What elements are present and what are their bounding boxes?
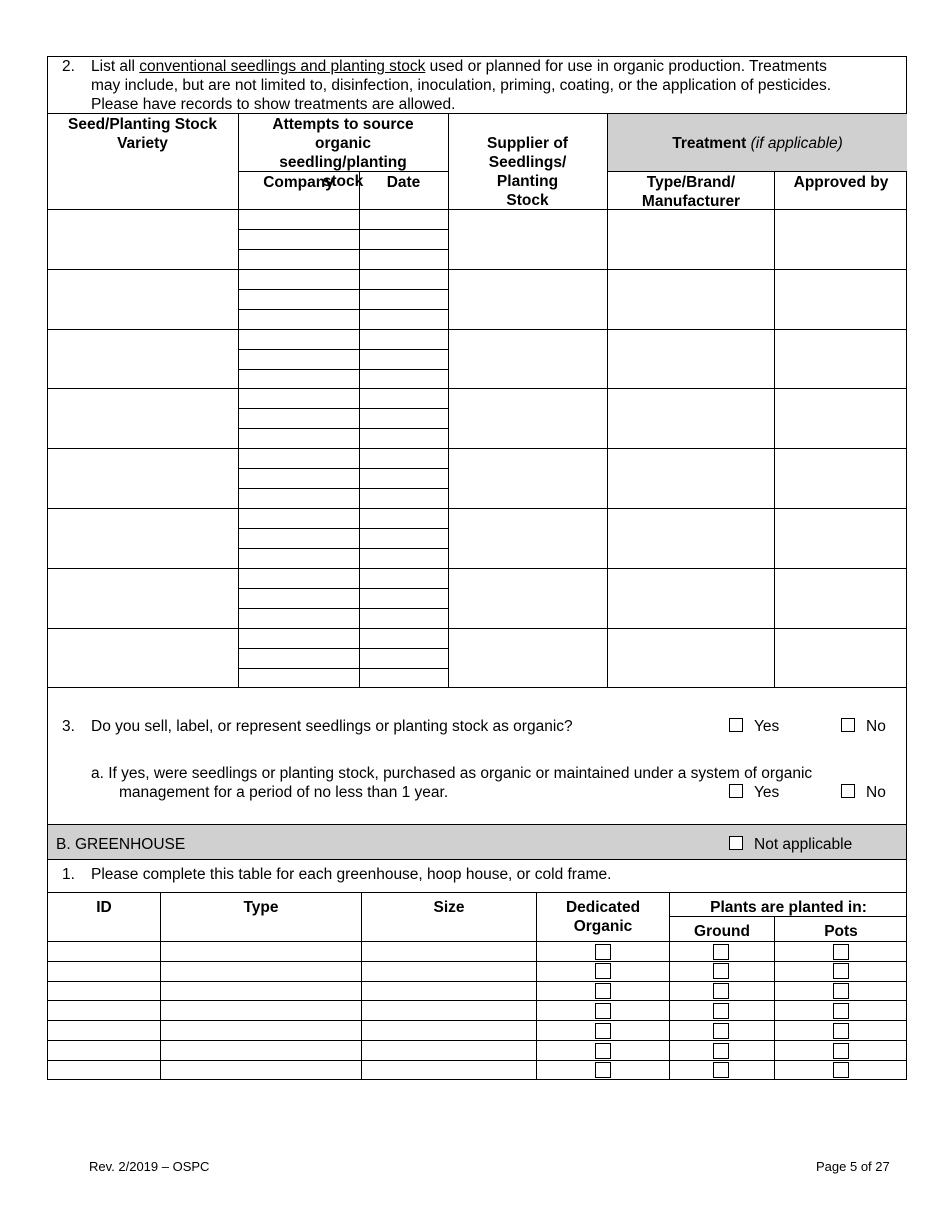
gh-col-id-header: ID bbox=[96, 899, 112, 916]
section-b-title: B. GREENHOUSE bbox=[56, 836, 186, 853]
q2-line3: Please have records to show treatments are allowed. bbox=[91, 96, 456, 113]
date-input[interactable] bbox=[360, 549, 447, 567]
type-brand-input[interactable] bbox=[608, 270, 773, 328]
company-input[interactable] bbox=[239, 509, 358, 527]
approved-by-input[interactable] bbox=[775, 270, 906, 328]
not-applicable-label: Not applicable bbox=[754, 836, 853, 853]
not-applicable-checkbox[interactable] bbox=[729, 836, 743, 850]
gh-col-size-header: Size bbox=[433, 899, 465, 916]
dedicated-organic-checkbox[interactable] bbox=[595, 963, 611, 979]
pots-checkbox[interactable] bbox=[833, 944, 849, 960]
company-input[interactable] bbox=[239, 449, 358, 467]
date-input[interactable] bbox=[360, 649, 447, 667]
type-brand-input[interactable] bbox=[608, 569, 773, 627]
company-input[interactable] bbox=[239, 529, 358, 547]
gh-size-input[interactable] bbox=[362, 1061, 535, 1079]
gh-size-input[interactable] bbox=[362, 1041, 535, 1059]
date-input[interactable] bbox=[360, 489, 447, 507]
q3a-no-label: No bbox=[866, 784, 886, 801]
q3-yes-label: Yes bbox=[754, 718, 780, 735]
date-input[interactable] bbox=[360, 250, 447, 268]
q3-no-checkbox[interactable] bbox=[841, 718, 855, 732]
q3a-yes-label: Yes bbox=[754, 784, 780, 801]
ground-checkbox[interactable] bbox=[713, 983, 729, 999]
gh-id-input[interactable] bbox=[48, 962, 159, 980]
gh-col-type-header: Type bbox=[243, 899, 279, 916]
ground-checkbox[interactable] bbox=[713, 944, 729, 960]
gh-type-input[interactable] bbox=[161, 1021, 360, 1039]
q3a-line1: a. If yes, were seedlings or planting stock, purchased as organic or maintained under a system of organic bbox=[91, 765, 813, 782]
q3a-yes-checkbox[interactable] bbox=[729, 784, 743, 798]
dedicated-organic-checkbox[interactable] bbox=[595, 1023, 611, 1039]
approved-by-input[interactable] bbox=[775, 330, 906, 388]
company-input[interactable] bbox=[239, 250, 358, 268]
company-input[interactable] bbox=[239, 569, 358, 587]
supplier-input[interactable] bbox=[449, 509, 606, 567]
q3-text: Do you sell, label, or represent seedlings or planting stock as organic? bbox=[91, 718, 573, 735]
date-input[interactable] bbox=[360, 389, 447, 407]
company-input[interactable] bbox=[239, 270, 358, 288]
company-input[interactable] bbox=[239, 210, 358, 228]
q2-number: 2. bbox=[62, 58, 75, 75]
variety-input[interactable] bbox=[48, 449, 237, 507]
footer-revision: Rev. 2/2019 – OSPC bbox=[89, 1159, 210, 1174]
ground-checkbox[interactable] bbox=[713, 1062, 729, 1078]
gh-id-input[interactable] bbox=[48, 1001, 159, 1019]
date-input[interactable] bbox=[360, 629, 447, 647]
date-input[interactable] bbox=[360, 230, 447, 248]
variety-input[interactable] bbox=[48, 270, 237, 328]
supplier-input[interactable] bbox=[449, 569, 606, 627]
dedicated-organic-checkbox[interactable] bbox=[595, 1043, 611, 1059]
company-input[interactable] bbox=[239, 290, 358, 308]
company-input[interactable] bbox=[239, 629, 358, 647]
date-input[interactable] bbox=[360, 589, 447, 607]
date-input[interactable] bbox=[360, 509, 447, 527]
gh-col-dedicated-header: Dedicated Organic bbox=[565, 899, 641, 935]
q2-underlined-phrase: conventional seedlings and planting stock bbox=[139, 58, 426, 75]
seed-row-divider bbox=[47, 687, 907, 688]
supplier-input[interactable] bbox=[449, 210, 606, 268]
q3-number: 3. bbox=[62, 718, 75, 735]
date-input[interactable] bbox=[360, 210, 447, 228]
q2-line1: List all conventional seedlings and planting stock used or planned for use in organic production. Treatments bbox=[91, 58, 827, 75]
gh-size-input[interactable] bbox=[362, 962, 535, 980]
gh-col-ground-header: Ground bbox=[694, 923, 750, 940]
company-input[interactable] bbox=[239, 350, 358, 368]
dedicated-organic-checkbox[interactable] bbox=[595, 1062, 611, 1078]
company-input[interactable] bbox=[239, 389, 358, 407]
date-input[interactable] bbox=[360, 290, 447, 308]
company-input[interactable] bbox=[239, 429, 358, 447]
date-input[interactable] bbox=[360, 409, 447, 427]
col-approved-header: Approved by bbox=[793, 174, 889, 191]
variety-input[interactable] bbox=[48, 330, 237, 388]
pots-checkbox[interactable] bbox=[833, 1023, 849, 1039]
ground-checkbox[interactable] bbox=[713, 1043, 729, 1059]
date-input[interactable] bbox=[360, 350, 447, 368]
approved-by-input[interactable] bbox=[775, 629, 906, 687]
approved-by-input[interactable] bbox=[775, 389, 906, 447]
pots-checkbox[interactable] bbox=[833, 1003, 849, 1019]
q3-no-label: No bbox=[866, 718, 886, 735]
col-type-brand-header: Type/Brand/ Manufacturer bbox=[641, 174, 741, 210]
pots-checkbox[interactable] bbox=[833, 963, 849, 979]
type-brand-input[interactable] bbox=[608, 509, 773, 567]
date-input[interactable] bbox=[360, 429, 447, 447]
col-company-header: Company bbox=[263, 174, 334, 191]
gh-size-input[interactable] bbox=[362, 942, 535, 960]
date-input[interactable] bbox=[360, 449, 447, 467]
gh-type-input[interactable] bbox=[161, 1041, 360, 1059]
gh-id-input[interactable] bbox=[48, 982, 159, 1000]
gh-id-input[interactable] bbox=[48, 942, 159, 960]
pots-checkbox[interactable] bbox=[833, 983, 849, 999]
footer-page-number: Page 5 of 27 bbox=[816, 1159, 890, 1174]
dedicated-organic-checkbox[interactable] bbox=[595, 1003, 611, 1019]
gh-type-input[interactable] bbox=[161, 1061, 360, 1079]
date-input[interactable] bbox=[360, 569, 447, 587]
approved-by-input[interactable] bbox=[775, 569, 906, 627]
col-date-header: Date bbox=[386, 174, 421, 191]
company-input[interactable] bbox=[239, 230, 358, 248]
approved-by-input[interactable] bbox=[775, 210, 906, 268]
col-attempts-header: Attempts to source organic seedling/planting stock bbox=[272, 116, 414, 190]
gh-id-input[interactable] bbox=[48, 1061, 159, 1079]
type-brand-input[interactable] bbox=[608, 330, 773, 388]
gh-id-input[interactable] bbox=[48, 1041, 159, 1059]
supplier-input[interactable] bbox=[449, 389, 606, 447]
col-treatment-header: Treatment (if applicable) bbox=[672, 135, 843, 152]
gh-size-input[interactable] bbox=[362, 1001, 535, 1019]
approved-by-input[interactable] bbox=[775, 449, 906, 507]
variety-input[interactable] bbox=[48, 389, 237, 447]
company-input[interactable] bbox=[239, 469, 358, 487]
company-input[interactable] bbox=[239, 589, 358, 607]
date-input[interactable] bbox=[360, 609, 447, 627]
col-supplier-header: Supplier of Seedlings/ Planting Stock bbox=[487, 135, 568, 209]
type-brand-input[interactable] bbox=[608, 449, 773, 507]
q3-yes-checkbox[interactable] bbox=[729, 718, 743, 732]
b-q1-text: Please complete this table for each greenhouse, hoop house, or cold frame. bbox=[91, 866, 612, 883]
supplier-input[interactable] bbox=[449, 629, 606, 687]
date-input[interactable] bbox=[360, 370, 447, 388]
dedicated-organic-checkbox[interactable] bbox=[595, 983, 611, 999]
company-input[interactable] bbox=[239, 310, 358, 328]
variety-input[interactable] bbox=[48, 509, 237, 567]
company-input[interactable] bbox=[239, 330, 358, 348]
type-brand-input[interactable] bbox=[608, 389, 773, 447]
q3a-line2: management for a period of no less than 1 year. bbox=[119, 784, 449, 801]
gh-col-planted-header: Plants are planted in: bbox=[710, 899, 867, 916]
ground-checkbox[interactable] bbox=[713, 1023, 729, 1039]
company-input[interactable] bbox=[239, 409, 358, 427]
type-brand-input[interactable] bbox=[608, 629, 773, 687]
variety-input[interactable] bbox=[48, 210, 237, 268]
company-input[interactable] bbox=[239, 489, 358, 507]
company-input[interactable] bbox=[239, 649, 358, 667]
b-q1-number: 1. bbox=[62, 866, 75, 883]
pots-checkbox[interactable] bbox=[833, 1062, 849, 1078]
company-input[interactable] bbox=[239, 549, 358, 567]
company-input[interactable] bbox=[239, 669, 358, 687]
date-input[interactable] bbox=[360, 330, 447, 348]
supplier-input[interactable] bbox=[449, 449, 606, 507]
company-input[interactable] bbox=[239, 609, 358, 627]
col-variety-header: Seed/Planting Stock Variety bbox=[67, 116, 217, 152]
supplier-input[interactable] bbox=[449, 330, 606, 388]
company-input[interactable] bbox=[239, 370, 358, 388]
gh-type-input[interactable] bbox=[161, 962, 360, 980]
q2-line2: may include, but are not limited to, disinfection, inoculation, priming, coating, or the application of pesticides. bbox=[91, 77, 832, 94]
gh-col-pots-header: Pots bbox=[824, 923, 858, 940]
date-input[interactable] bbox=[360, 529, 447, 547]
ground-checkbox[interactable] bbox=[713, 963, 729, 979]
date-input[interactable] bbox=[360, 270, 447, 288]
gh-id-input[interactable] bbox=[48, 1021, 159, 1039]
date-input[interactable] bbox=[360, 469, 447, 487]
gh-size-input[interactable] bbox=[362, 982, 535, 1000]
variety-input[interactable] bbox=[48, 629, 237, 687]
date-input[interactable] bbox=[360, 669, 447, 687]
supplier-input[interactable] bbox=[449, 270, 606, 328]
dedicated-organic-checkbox[interactable] bbox=[595, 944, 611, 960]
approved-by-input[interactable] bbox=[775, 509, 906, 567]
gh-type-input[interactable] bbox=[161, 982, 360, 1000]
pots-checkbox[interactable] bbox=[833, 1043, 849, 1059]
q3a-no-checkbox[interactable] bbox=[841, 784, 855, 798]
gh-size-input[interactable] bbox=[362, 1021, 535, 1039]
type-brand-input[interactable] bbox=[608, 210, 773, 268]
date-input[interactable] bbox=[360, 310, 447, 328]
variety-input[interactable] bbox=[48, 569, 237, 627]
gh-type-input[interactable] bbox=[161, 942, 360, 960]
gh-type-input[interactable] bbox=[161, 1001, 360, 1019]
ground-checkbox[interactable] bbox=[713, 1003, 729, 1019]
